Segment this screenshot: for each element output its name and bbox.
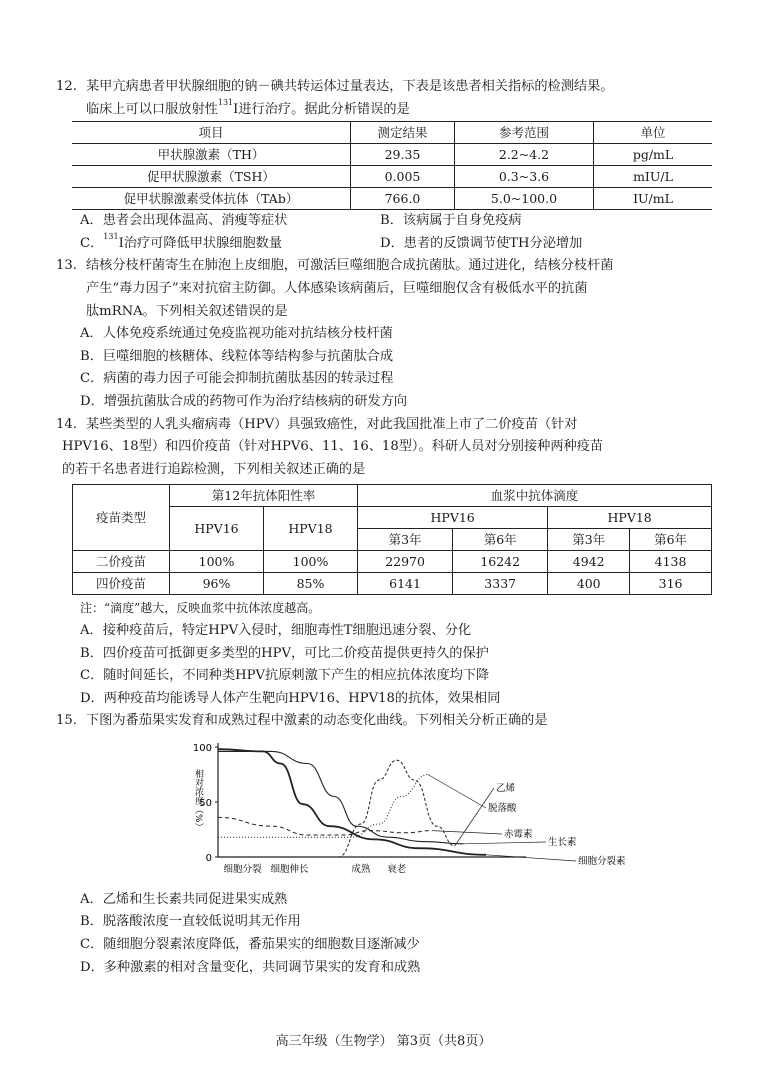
hormone-chart	[186, 739, 646, 889]
table-cell: 22970	[358, 551, 453, 573]
question-number: 13.	[56, 258, 77, 274]
table-cell: 4942	[548, 551, 630, 573]
option-a: A．乙烯和生长素共同促进果实成熟	[80, 891, 288, 907]
series-leader	[432, 830, 502, 833]
table-cell: 100%	[170, 551, 264, 573]
table-cell: 400	[548, 573, 630, 595]
option-b: B．四价疫苗可抵御更多类型的HPV，可比二价疫苗提供更持久的保护	[80, 645, 489, 661]
isotope-mass: 131	[103, 231, 119, 241]
option-c	[80, 233, 380, 256]
question-stem: 肽mRNA。下列相关叙述错误的是	[86, 303, 288, 319]
option-b: B．该病属于自身免疫病	[380, 213, 522, 229]
option-d: D．两种疫苗均能诱导人体产生靶向HPV16、HPV18的抗体，效果相同	[80, 690, 501, 706]
y-tick-label: 100	[192, 742, 212, 754]
table-header: HPV18	[548, 507, 712, 529]
option-text: C．	[80, 235, 104, 251]
table-cell: 100%	[264, 551, 358, 573]
table-header: 测定结果	[351, 122, 455, 144]
page-footer: 高三年级（生物学） 第3页（共8页）	[275, 1034, 492, 1049]
question-13	[56, 255, 709, 323]
table-cell: 0.3~3.6	[455, 166, 594, 188]
question-number: 14.	[56, 416, 77, 432]
question-stem: HPV16、18型）和四价疫苗（针对HPV6、11、16、18型）。科研人员对分别接种两种疫苗	[62, 439, 604, 455]
table-header: 参考范围	[455, 122, 594, 144]
question-stem	[86, 99, 709, 122]
series-leader	[464, 842, 546, 844]
table-row	[73, 551, 712, 573]
series-label: 生长素	[548, 836, 577, 848]
option-a: A．接种疫苗后，特定HPV入侵时，细胞毒性T细胞迅速分裂、分化	[80, 622, 472, 638]
table-header: 血浆中抗体滴度	[358, 485, 712, 507]
series-line	[218, 749, 486, 855]
table-cell: 促甲状腺激素受体抗体（TAb）	[72, 188, 351, 210]
series-leader	[486, 855, 576, 861]
table-cell: 766.0	[351, 188, 455, 210]
table-cell: 96%	[170, 573, 264, 595]
question-stem: 产生“毒力因子”来对抗宿主防御。人体感染该病菌后，巨噬细胞仅含有极低水平的抗菌	[86, 280, 588, 296]
isotope-mass: 131	[217, 97, 234, 107]
table-header: 第6年	[453, 529, 548, 551]
q12-table	[72, 121, 712, 210]
table-header: 第3年	[548, 529, 630, 551]
table-header-row	[72, 122, 712, 144]
table-cell: 5.0~100.0	[455, 188, 594, 210]
y-tick-label: 0	[205, 852, 212, 864]
option-d: D．增强抗菌肽合成的药物可作为治疗结核病的研发方向	[80, 393, 408, 409]
table-header: 第6年	[630, 529, 712, 551]
question-stem: 结核分枝杆菌寄生在肺泡上皮细胞，可激活巨噬细胞合成抗菌肽。通过进化，结核分枝杆菌	[86, 258, 614, 274]
y-axis-label: 相对浓度（%）	[193, 768, 203, 832]
table-cell: 85%	[264, 573, 358, 595]
table-note: 注：“滴度”越大，反映血浆中抗体浓度越高。	[80, 601, 321, 616]
series-label: 乙烯	[496, 782, 516, 794]
y-tick-label: 50	[199, 797, 212, 809]
table-header: 第12年抗体阳性率	[170, 485, 358, 507]
option-c: C．病菌的毒力因子可能会抑制抗菌肽基因的转录过程	[80, 371, 394, 387]
question-number: 12.	[56, 79, 77, 94]
table-header: 疫苗类型	[73, 485, 170, 551]
table-cell: 0.005	[351, 166, 455, 188]
options-row	[62, 233, 709, 256]
option-b: B．脱落酸浓度一直较低说明其无作用	[80, 914, 301, 930]
hormone-chart-svg	[186, 739, 646, 889]
table-cell: mIU/L	[594, 166, 713, 188]
table-row	[73, 573, 712, 595]
q14-table	[72, 484, 712, 595]
stage-label: 细胞分裂	[223, 863, 262, 875]
option-a: A．患者会出现体温高、消瘦等症状	[80, 213, 288, 229]
question-stem: 的若干名患者进行追踪检测，下列相关叙述正确的是	[62, 461, 366, 477]
table-cell: 3337	[453, 573, 548, 595]
option-c: C．随细胞分裂素浓度降低，番茄果实的细胞数目逐渐减少	[80, 937, 420, 953]
stem-text: I进行治疗。据此分析错误的是	[233, 101, 410, 117]
table-header: 第3年	[358, 529, 453, 551]
option-a: A．人体免疫系统通过免疫监视功能对抗结核分枝杆菌	[80, 326, 393, 342]
table-cell: 四价疫苗	[73, 573, 170, 595]
table-header-row	[73, 485, 712, 507]
table-cell: 29.35	[351, 144, 455, 166]
series-label: 细胞分裂素	[578, 855, 626, 867]
series-label: 赤霉素	[504, 828, 533, 840]
question-number: 15.	[56, 713, 77, 729]
table-row	[72, 166, 712, 188]
series-line	[218, 751, 464, 843]
table-header: HPV16	[170, 507, 264, 551]
table-cell: 甲状腺激素（TH）	[72, 144, 351, 166]
series-line	[218, 760, 455, 857]
table-cell: 二价疫苗	[73, 551, 170, 573]
stage-label: 成熟	[351, 863, 371, 875]
series-label: 脱落酸	[488, 802, 517, 814]
table-cell: 4138	[630, 551, 712, 573]
table-cell: 2.2~4.2	[455, 144, 594, 166]
table-cell: 促甲状腺激素（TSH）	[72, 166, 351, 188]
option-c: C．随时间延长，不同种类HPV抗原刺激下产生的相应抗体浓度均下降	[80, 668, 490, 684]
table-header: HPV18	[264, 507, 358, 551]
table-header: 项目	[72, 122, 351, 144]
question-stem: 某些类型的人乳头瘤病毒（HPV）具强致癌性，对此我国批准上市了二价疫苗（针对	[86, 416, 578, 432]
question-stem: 下图为番茄果实发育和成熟过程中激素的动态变化曲线。下列相关分析正确的是	[86, 713, 548, 729]
table-row	[72, 188, 712, 210]
question-14	[56, 414, 709, 482]
series-leader	[455, 788, 494, 846]
table-cell: IU/mL	[594, 188, 713, 210]
table-header: HPV16	[358, 507, 548, 529]
stem-text: 临床上可以口服放射性	[86, 101, 218, 117]
question-12	[56, 76, 709, 121]
option-d: D．多种激素的相对含量变化，共同调节果实的发育和成熟	[80, 959, 421, 975]
table-cell: 16242	[453, 551, 548, 573]
table-cell: 316	[630, 573, 712, 595]
table-cell: pg/mL	[594, 144, 713, 166]
option-b: B．巨噬细胞的核糖体、线粒体等结构参与抗菌肽合成	[80, 348, 394, 364]
stage-label: 细胞伸长	[270, 863, 309, 875]
table-cell: 6141	[358, 573, 453, 595]
option-d: D．患者的反馈调节使TH分泌增加	[380, 235, 583, 251]
series-leader	[428, 774, 486, 808]
question-stem: 某甲亢病患者甲状腺细胞的钠－碘共转运体过量表达，下表是该患者相关指标的检测结果。	[86, 79, 614, 94]
table-header: 单位	[594, 122, 713, 144]
question-15	[56, 710, 709, 733]
options-row	[62, 210, 709, 233]
option-text: I治疗可降低甲状腺细胞数量	[118, 235, 283, 251]
stage-label: 衰老	[387, 863, 407, 875]
table-row	[72, 144, 712, 166]
